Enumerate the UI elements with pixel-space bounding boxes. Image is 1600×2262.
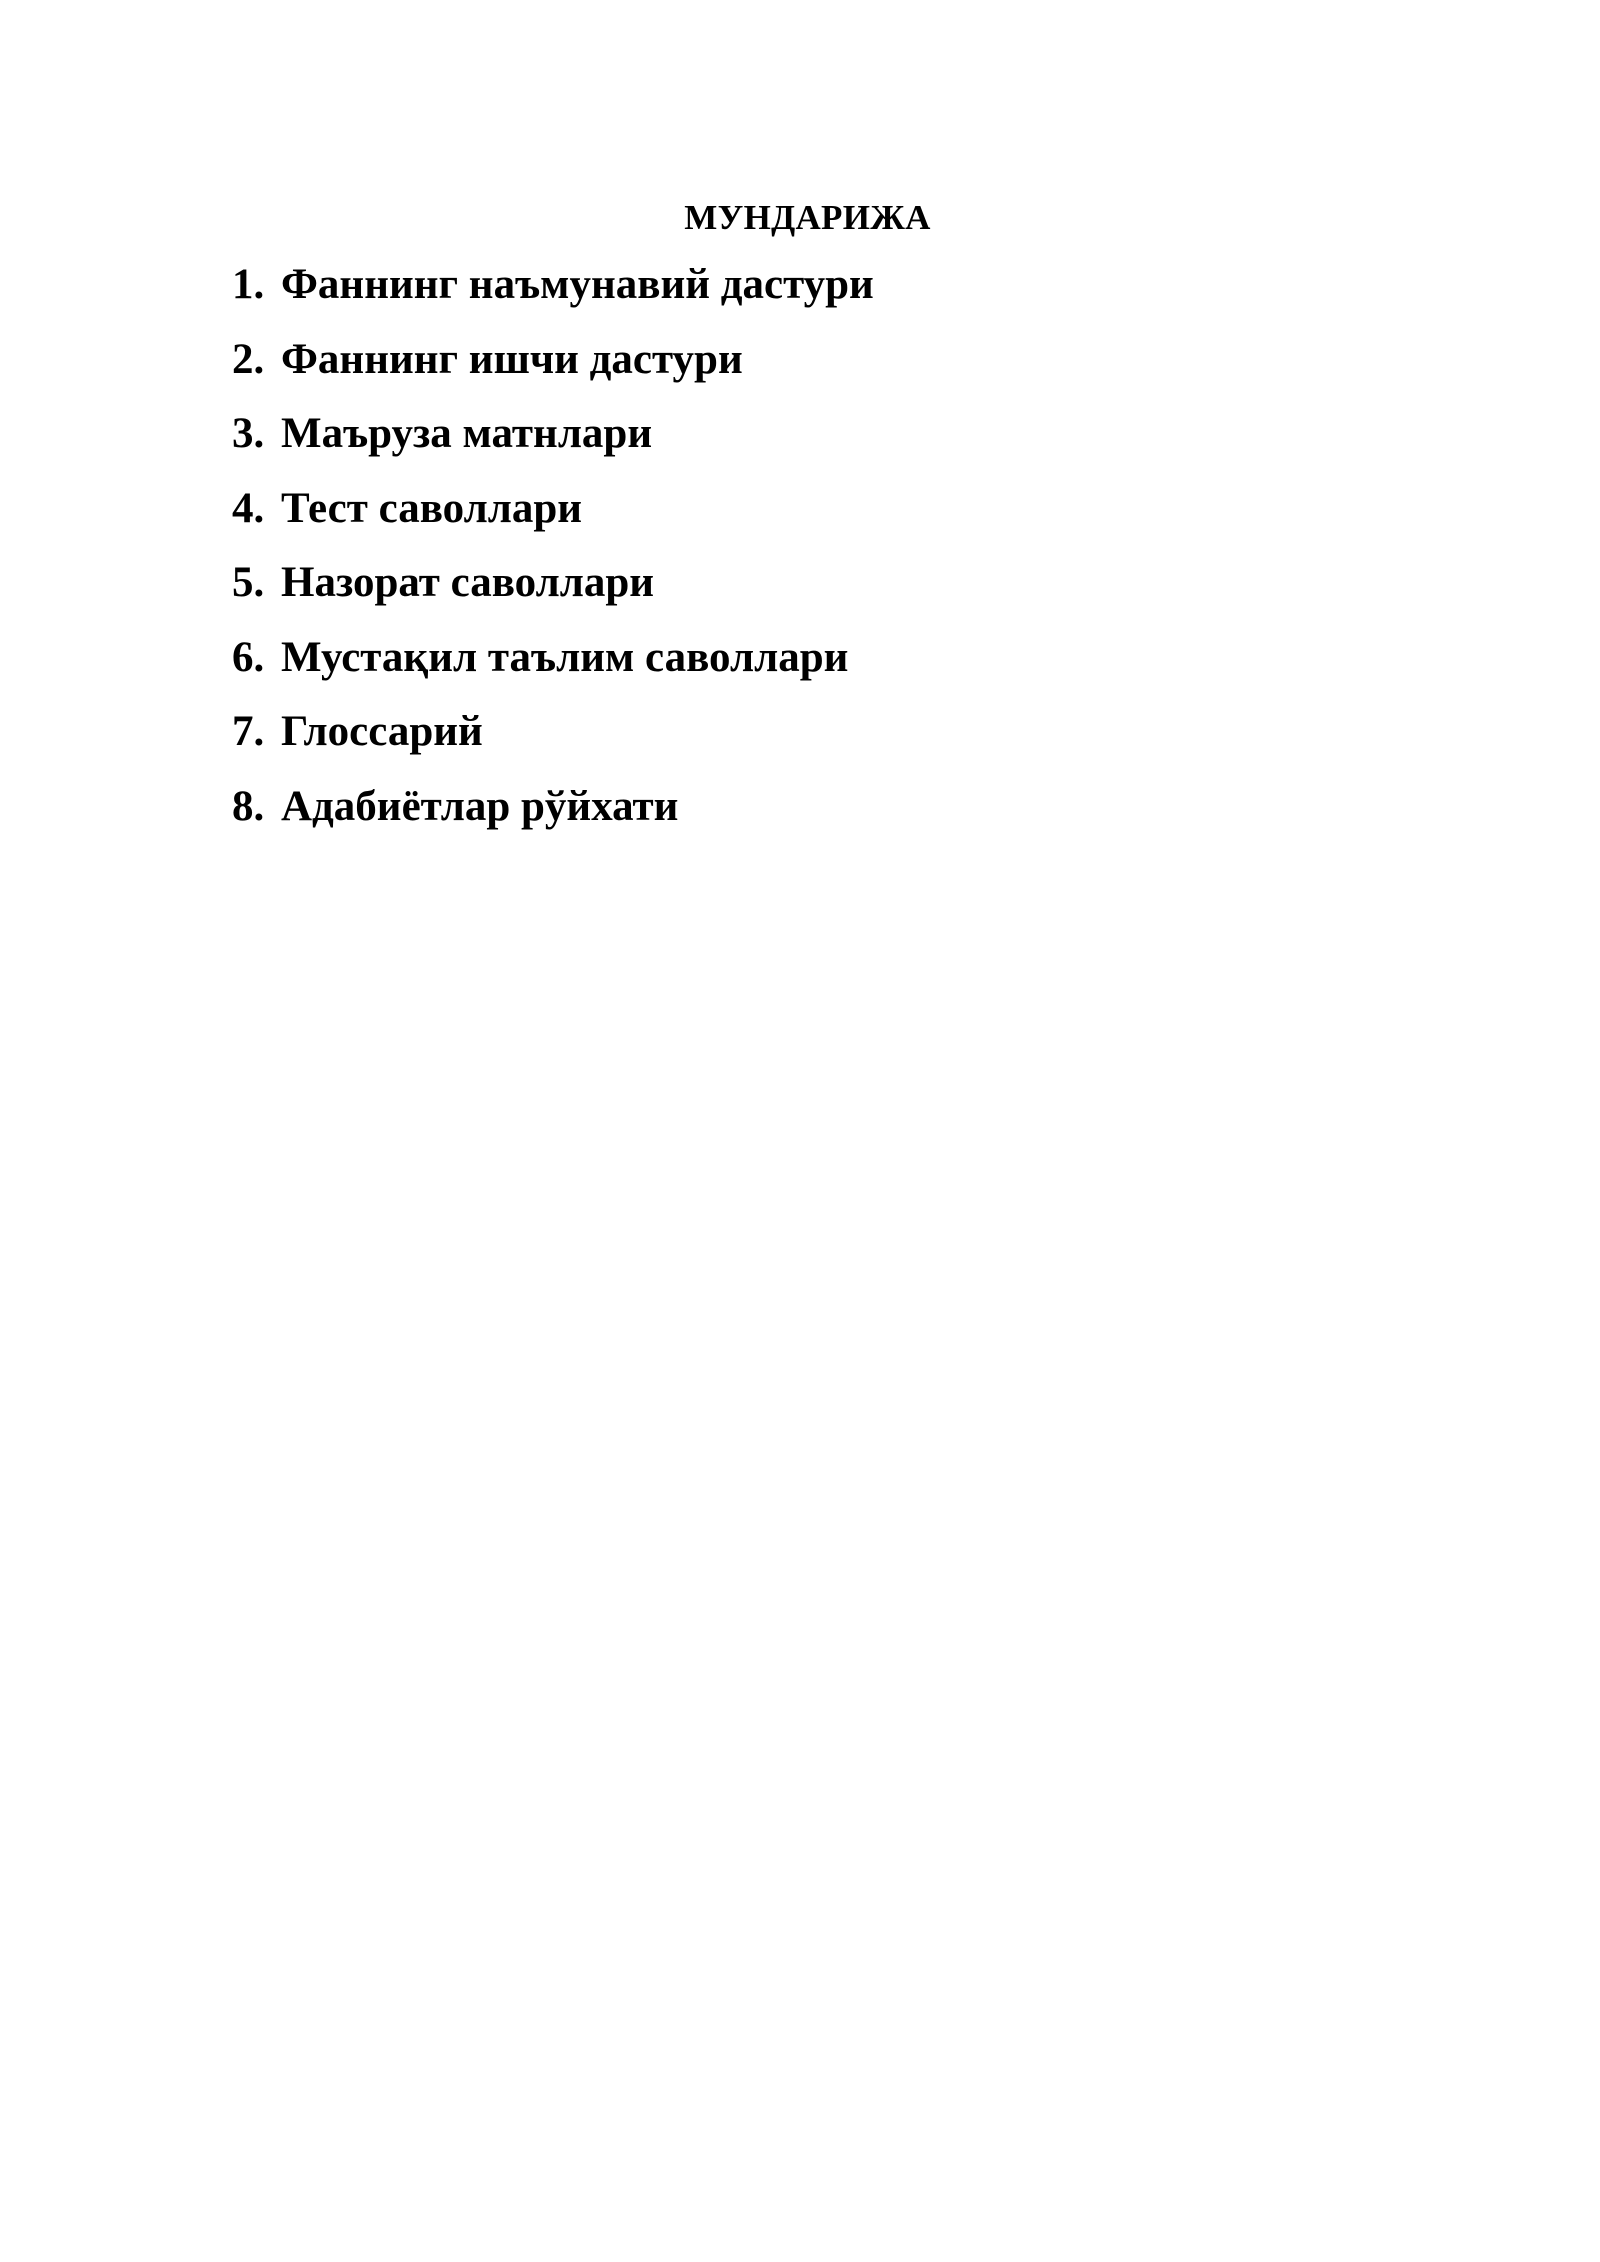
toc-item-2 — [232, 332, 874, 407]
toc-item-number: 2. — [232, 335, 265, 383]
toc-item-number: 8. — [232, 782, 265, 830]
toc-item-3 — [232, 406, 874, 481]
toc-item-text: Мустақил таълим саволлари — [281, 633, 849, 681]
toc-item-text: Тест саволлари — [281, 484, 583, 532]
toc-item-number: 1. — [232, 261, 265, 308]
toc-item-8 — [232, 779, 874, 854]
page-title: МУНДАРИЖА — [684, 198, 931, 237]
toc-item-number: 4. — [232, 484, 265, 532]
toc-item-number: 6. — [232, 633, 265, 681]
toc-item-text: Адабиётлар рўйхати — [281, 782, 679, 830]
toc-item-text: Назорат саволлари — [281, 559, 655, 606]
toc-item-6 — [232, 630, 874, 705]
toc-item-7 — [232, 704, 874, 779]
toc-item-1 — [232, 257, 874, 332]
toc-item-5 — [232, 555, 874, 630]
toc-item-number: 5. — [232, 559, 265, 606]
toc-item-text: Маъруза матнлари — [281, 410, 653, 457]
table-of-contents — [232, 257, 874, 853]
toc-item-text: Глоссарий — [281, 708, 483, 755]
toc-item-text: Фаннинг наъмунавий дастури — [281, 261, 874, 308]
toc-item-number: 7. — [232, 708, 265, 755]
toc-item-text: Фаннинг ишчи дастури — [281, 335, 743, 383]
toc-item-4 — [232, 481, 874, 556]
toc-item-number: 3. — [232, 410, 265, 457]
